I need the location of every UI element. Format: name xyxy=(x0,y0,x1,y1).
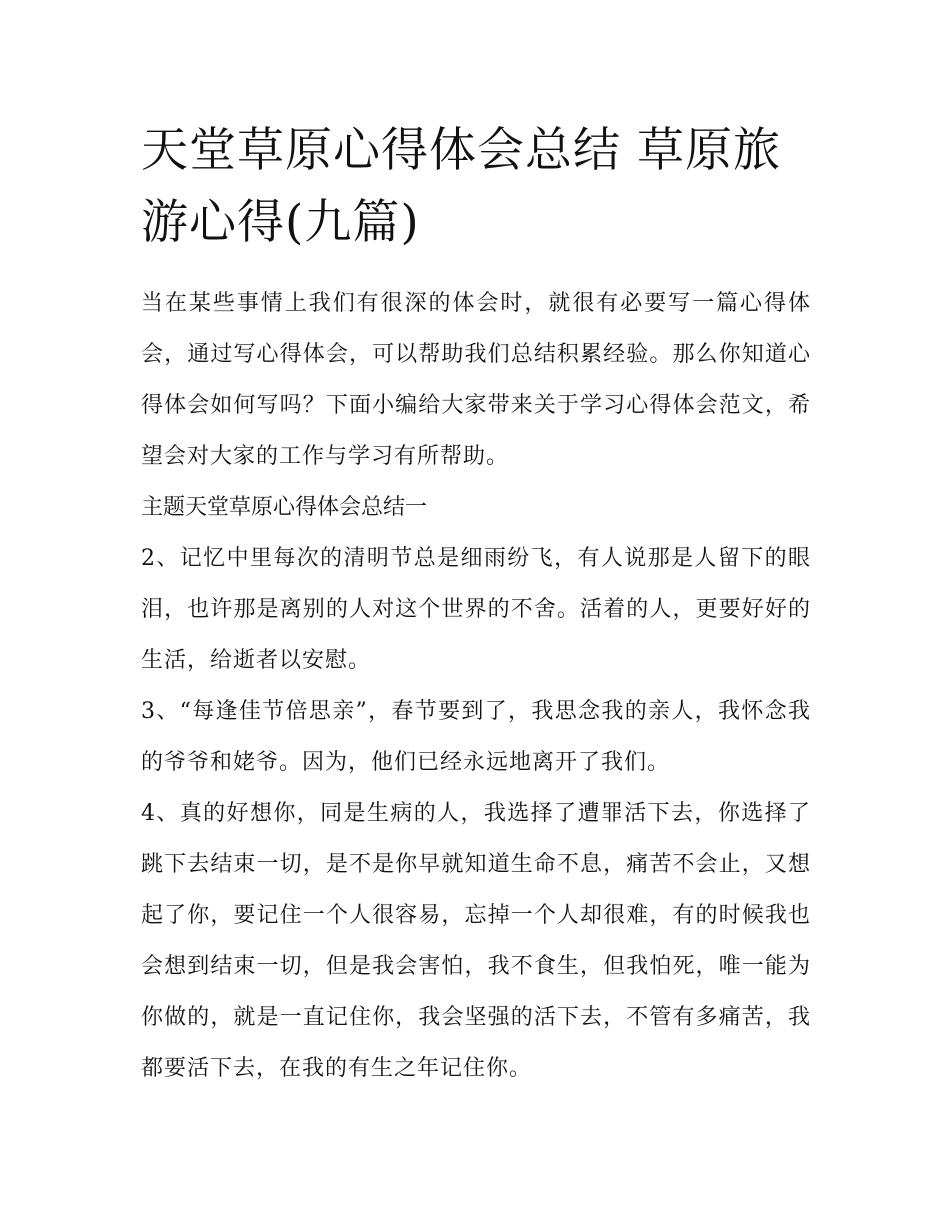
document-title: 天堂草原心得体会总结 草原旅游心得(九篇) xyxy=(141,123,781,250)
document-content xyxy=(141,115,811,1094)
paragraph-item-3: 3、“每逢佳节倍思亲”，春节要到了，我思念我的亲人，我怀念我的爷爷和姥爷。因为，他们已经永远地离开了我们。 xyxy=(141,699,811,775)
paragraph-item-2: 2、记忆中里每次的清明节总是细雨纷飞，有人说那是人留下的眼泪，也许那是离别的人对这个世界的不舍。活着的人，更要好好的生活，给逝者以安慰。 xyxy=(141,546,811,673)
section-heading: 主题天堂草原心得体会总结一 xyxy=(141,495,428,520)
paragraph-item-4: 4、真的好想你，同是生病的人，我选择了遭罪活下去，你选择了跳下去结束一切，是不是你早就知道生命不息，痛苦不会止，又想起了你，要记住一个人很容易，忘掉一个人却很难，有的时候我也会想到结束一切，但是我会害怕，我不食生，但我怕死，唯一能为你做的，就是一直记住你，我会坚强的活下去，不管有多痛苦，我都要活下去，在我的有生之年记住你。 xyxy=(141,801,811,1081)
intro-paragraph: 当在某些事情上我们有很深的体会时，就很有必要写一篇心得体会，通过写心得体会，可以帮助我们总结积累经验。那么你知道心得体会如何写吗？下面小编给大家带来关于学习心得体会范文，希望会对大家的工作与学习有所帮助。 xyxy=(141,291,811,469)
